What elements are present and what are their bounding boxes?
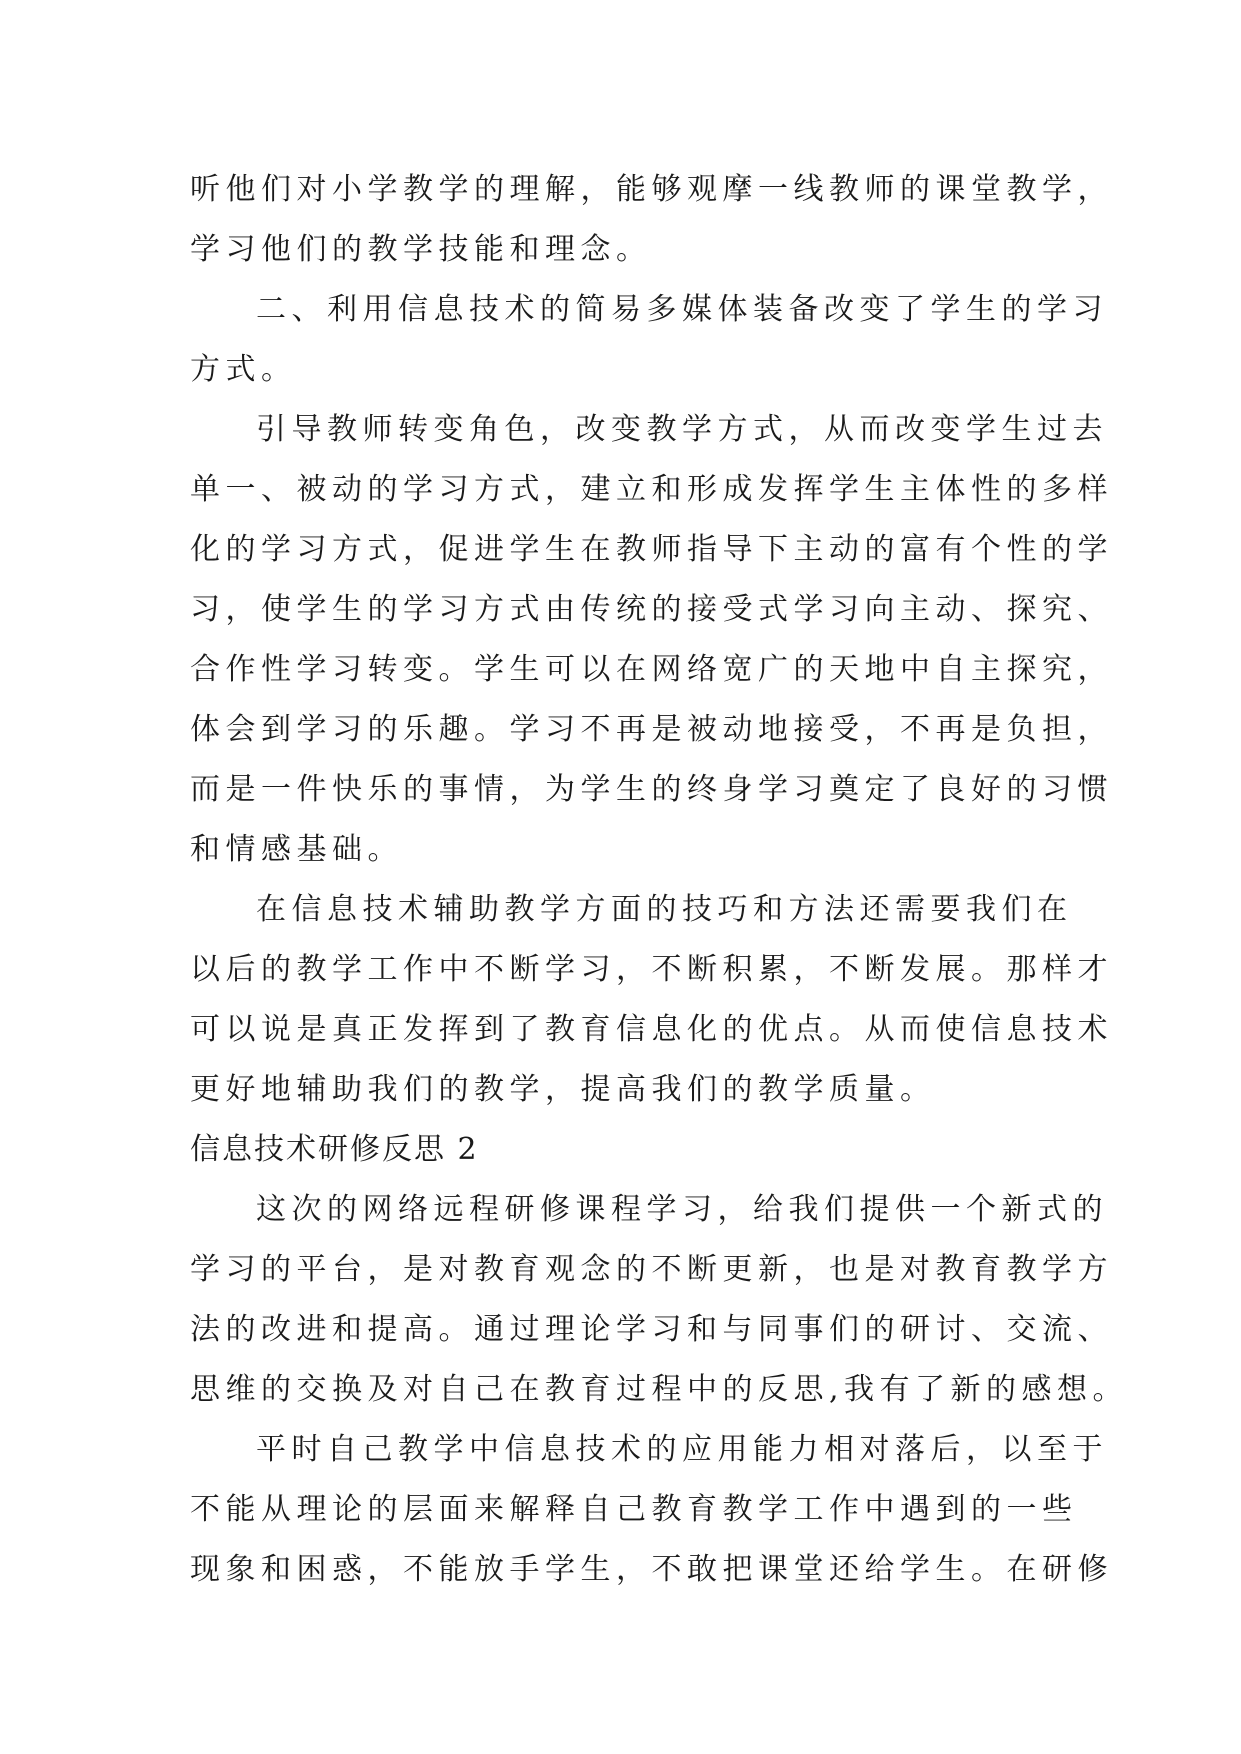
text-line: 更好地辅助我们的教学，提高我们的教学质量。 [190,1072,936,1107]
text-line: 听他们对小学教学的理解，能够观摩一线教师的课堂教学， [190,172,1113,207]
section-heading: 二、利用信息技术的简易多媒体装备改变了学生的学习 [256,292,1108,327]
article-title: 信息技术研修反思 2 [190,1132,479,1167]
text-line: 化的学习方式，促进学生在教师指导下主动的富有个性的学 [190,532,1113,567]
paragraph-start: 平时自己教学中信息技术的应用能力相对落后，以至于 [256,1432,1108,1467]
text-line: 学习的平台，是对教育观念的不断更新，也是对教育教学方 [190,1252,1113,1287]
text-line: 习，使学生的学习方式由传统的接受式学习向主动、探究、 [190,592,1113,627]
text-line: 学习他们的教学技能和理念。 [190,232,652,267]
text-line: 可以说是真正发挥到了教育信息化的优点。从而使信息技术 [190,1012,1113,1047]
text-line: 思维的交换及对自己在教育过程中的反思,我有了新的感想。 [190,1372,1129,1407]
paragraph-start: 这次的网络远程研修课程学习，给我们提供一个新式的 [256,1192,1108,1227]
text-line: 单一、被动的学习方式，建立和形成发挥学生主体性的多样 [190,472,1113,507]
text-line: 方式。 [190,352,297,387]
text-line: 体会到学习的乐趣。学习不再是被动地接受，不再是负担， [190,712,1113,747]
document-body [190,160,1129,1600]
paragraph-start: 引导教师转变角色，改变教学方式，从而改变学生过去 [256,412,1108,447]
text-line: 而是一件快乐的事情，为学生的终身学习奠定了良好的习惯 [190,772,1113,807]
text-line: 法的改进和提高。通过理论学习和与同事们的研讨、交流、 [190,1312,1113,1347]
text-line: 合作性学习转变。学生可以在网络宽广的天地中自主探究， [190,652,1113,687]
paragraph-start: 在信息技术辅助教学方面的技巧和方法还需要我们在 [256,892,1073,927]
text-line: 和情感基础。 [190,832,403,867]
text-line: 现象和困惑，不能放手学生，不敢把课堂还给学生。在研修 [190,1552,1113,1587]
text-line: 不能从理论的层面来解释自己教育教学工作中遇到的一些 [190,1492,1078,1527]
text-line: 以后的教学工作中不断学习，不断积累，不断发展。那样才 [190,952,1113,987]
